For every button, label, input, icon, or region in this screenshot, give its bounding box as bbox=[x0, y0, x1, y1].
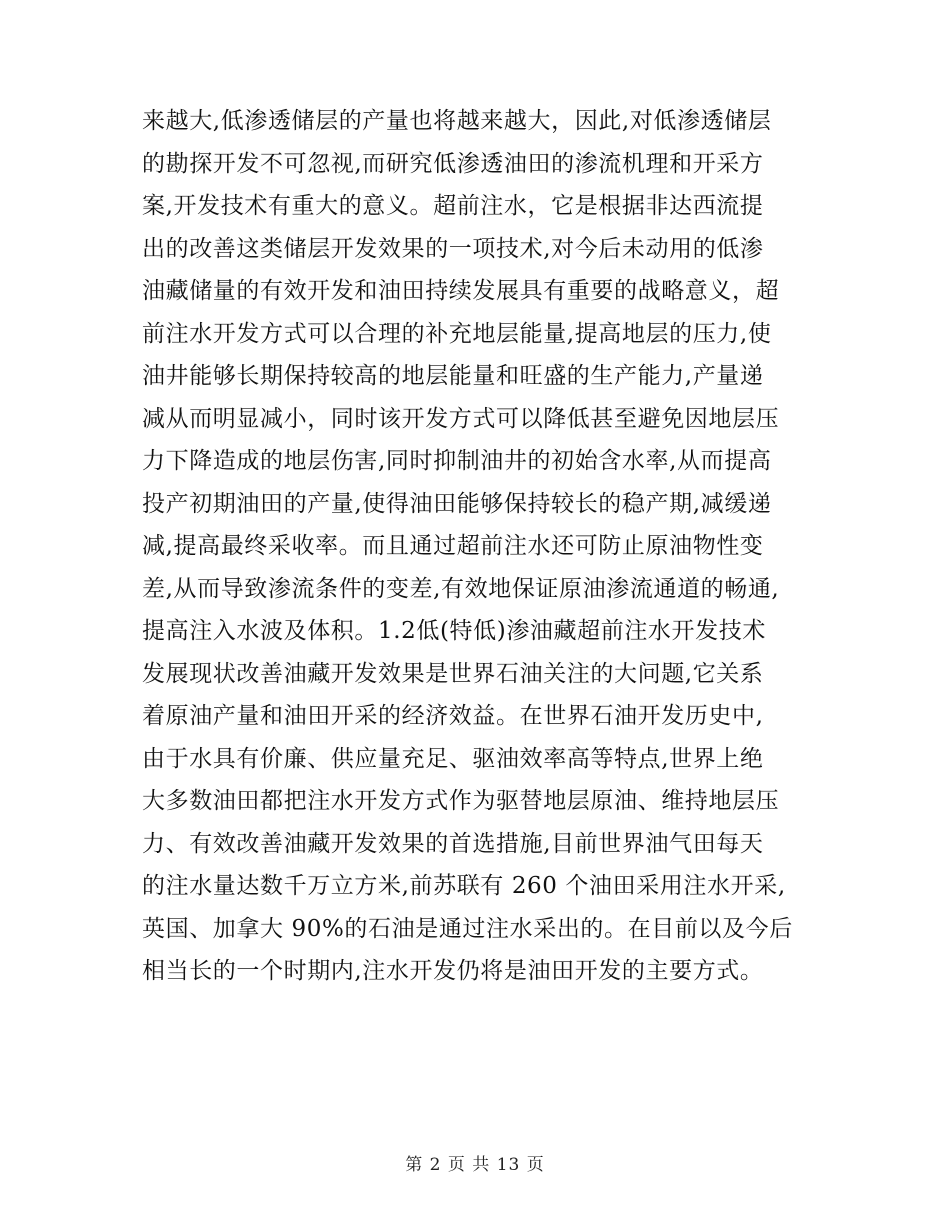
text-line: 力下降造成的地层伤害,同时抑制油井的初始含水率,从而提高 bbox=[142, 448, 772, 474]
text-line: 减从而明显减小，同时该开发方式可以降低甚至避免因地层压 bbox=[142, 405, 780, 432]
text-line: 来越大,低渗透储层的产量也将越来越大，因此,对低渗透储层 bbox=[142, 108, 772, 134]
text-line: 英国、加拿大 90%的石油是通过注水采出的。在目前以及今后 bbox=[142, 915, 793, 942]
page-number-footer: 第 2 页 共 13 页 bbox=[405, 1155, 545, 1175]
text-line: 着原油产量和油田开采的经济效益。在世界石油开发历史中, bbox=[142, 703, 764, 729]
text-line: 油藏储量的有效开发和油田持续发展具有重要的战略意义，超 bbox=[142, 278, 780, 304]
text-line: 案,开发技术有重大的意义。超前注水，它是根据非达西流提 bbox=[142, 193, 764, 219]
text-line: 力、有效改善油藏开发效果的首选措施,目前世界油气田每天 bbox=[142, 830, 764, 857]
text-line: 差,从而导致渗流条件的变差,有效地保证原油渗流通道的畅通, bbox=[142, 575, 780, 602]
text-line: 由于水具有价廉、供应量充足、驱油效率高等特点,世界上绝 bbox=[142, 745, 764, 772]
body-text bbox=[142, 100, 822, 993]
text-line: 的勘探开发不可忽视,而研究低渗透油田的渗流机理和开采方 bbox=[142, 150, 764, 177]
text-line: 的注水量达数千万立方米,前苏联有 260 个油田采用注水开采, bbox=[142, 873, 786, 899]
text-line: 减,提高最终采收率。而且通过超前注水还可防止原油物性变 bbox=[142, 533, 764, 559]
text-line: 油井能够长期保持较高的地层能量和旺盛的生产能力,产量递 bbox=[142, 363, 764, 389]
text-line: 前注水开发方式可以合理的补充地层能量,提高地层的压力,使 bbox=[142, 320, 772, 347]
text-line: 发展现状改善油藏开发效果是世界石油关注的大问题,它关系 bbox=[142, 660, 764, 687]
text-line: 投产初期油田的产量,使得油田能够保持较长的稳产期,减缓递 bbox=[142, 490, 772, 517]
text-line: 出的改善这类储层开发效果的一项技术,对今后未动用的低渗 bbox=[142, 235, 764, 262]
text-line: 相当长的一个时期内,注水开发仍将是油田开发的主要方式。 bbox=[142, 958, 764, 984]
text-line: 提高注入水波及体积。1.2低(特低)渗油藏超前注水开发技术 bbox=[142, 618, 766, 644]
text-line: 大多数油田都把注水开发方式作为驱替地层原油、维持地层压 bbox=[142, 788, 780, 814]
